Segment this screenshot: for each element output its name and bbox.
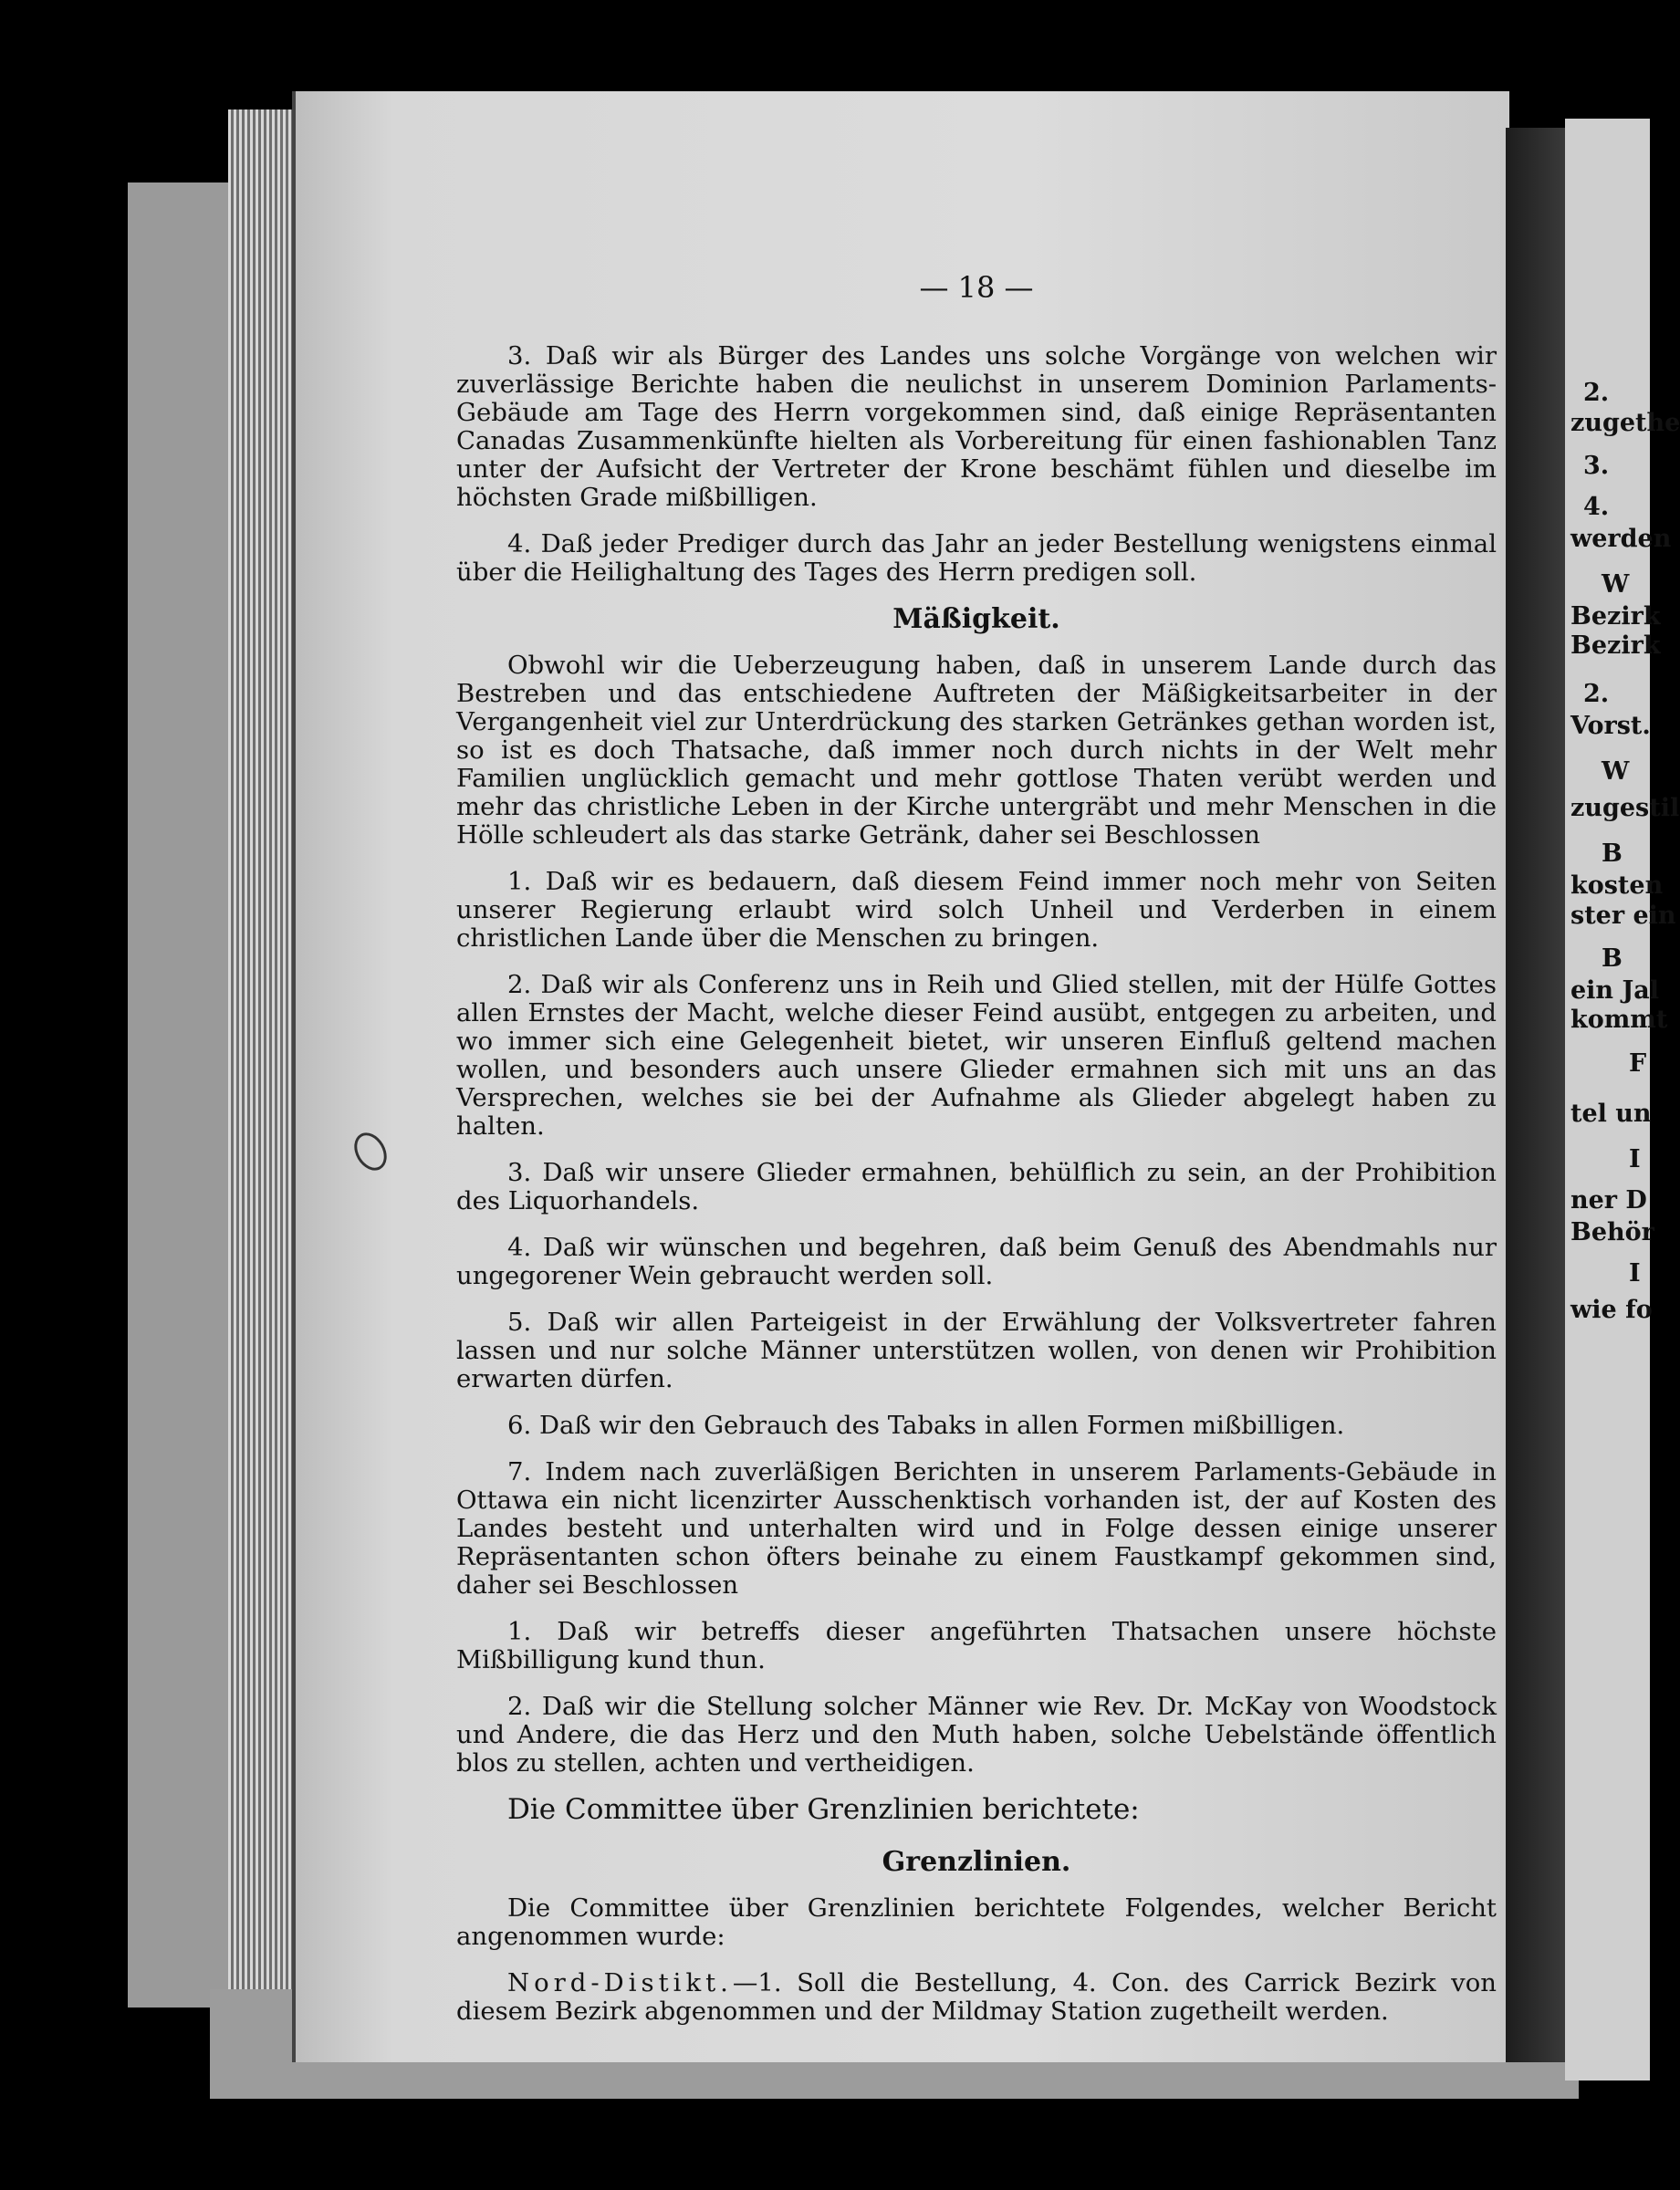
facing-text-fragment: W [1602, 570, 1630, 599]
facing-text-fragment: kommt [1570, 1006, 1668, 1034]
facing-text-fragment: 2. [1583, 680, 1610, 708]
resolution-item: 4. Daß wir wünschen und begehren, daß beim Genuß des Abendmahls nur ungegorener Wein gebraucht werden soll. [456, 1233, 1497, 1290]
intro-paragraph: Obwohl wir die Ueberzeugung haben, daß in unserem Lande durch das Bestreben und das entschiedene Auftreten der Mäßigkeitsarbeiter in der Vergangenheit viel zur Unterdrückung des starken Getränkes gethan worden ist, so ist es doch Thatsache, daß immer noch durch nichts in der Welt mehr Familien unglücklich gemacht und mehr gottlose Thaten verübt werden und mehr das christliche Leben in der Kirche untergräbt und mehr Menschen in die Hölle schleudert als das starke Getränk, daher sei Beschlossen [456, 651, 1497, 850]
committee-report-paragraph: Die Committee über Grenzlinien berichtete Folgendes, welcher Bericht angenommen wurde: [456, 1893, 1497, 1951]
sub-resolution-item: 1. Daß wir betreffs dieser angeführten Thatsachen unsere höchste Mißbilligung kund thun. [456, 1617, 1497, 1674]
resolution-item: 2. Daß wir als Conferenz uns in Reih und Glied stellen, mit der Hülfe Gottes allen Ernstes der Macht, welche dieser Feind ausübt, entgegen zu arbeiten, und wo immer sich eine Gelegenheit bietet, wir unseren Einfluß geltend machen wollen, und besonders auch unsere Glieder ermahnen sich mit uns an das Versprechen, welches sie bei der Aufnahme als Glieder abgelegt haben zu halten. [456, 970, 1497, 1141]
page-text-block [456, 270, 1497, 2044]
facing-text-fragment: Bezirk [1570, 602, 1661, 631]
resolution-item: 3. Daß wir unsere Glieder ermahnen, behülflich zu sein, an der Prohibition des Liquorhandels. [456, 1158, 1497, 1215]
district-paragraph [456, 1969, 1497, 2026]
facing-text-fragment: Vorst. [1570, 712, 1651, 740]
facing-text-fragment: B [1602, 840, 1623, 868]
facing-text-fragment: 4. [1583, 493, 1610, 521]
facing-text-fragment: tel un [1570, 1100, 1652, 1128]
facing-text-fragment: wie fo [1570, 1296, 1653, 1324]
facing-text-fragment: ein Jal [1570, 976, 1659, 1005]
district-text: —1. Soll die Bestellung, 4. Con. des Carrick Bezirk von diesem Bezirk abgenommen und der Mildmay Station zugetheilt werden. [456, 1968, 1497, 2026]
resolution-item: 7. Indem nach zuverläßigen Berichten in unserem Parlaments-Gebäude in Ottawa ein nicht licenzirter Ausschenktisch vorhanden ist, der auf Kosten des Landes besteht und unterhalten wird und in Folge dessen einige unserer Repräsentanten schon öfters beinahe zu einem Faustkampf gekommen sind, daher sei Beschlossen [456, 1457, 1497, 1600]
facing-text-fragment: zugethe [1570, 409, 1680, 437]
facing-text-fragment: I [1629, 1145, 1641, 1173]
facing-text-fragment: kosten [1570, 871, 1664, 900]
facing-text-fragment: Bezirk [1570, 631, 1661, 660]
gutter-shadow [1506, 128, 1570, 2062]
resolution-paragraph: 3. Daß wir als Bürger des Landes uns solche Vorgänge von welchen wir zuverlässige Berichte haben die neulichst in unserem Dominion Parlaments-Gebäude am Tage des Herrn vorgekommen sind, daß einige Repräsentanten Canadas Zusammenkünfte hielten als Vorbereitung für einen fashionablen Tanz unter der Aufsicht der Vertreter der Krone beschämt fühlen und dieselbe im höchsten Grade mißbilligen. [456, 341, 1497, 512]
facing-text-fragment: 3. [1583, 452, 1610, 480]
page-number: — 18 — [919, 270, 1034, 305]
facing-text-fragment: I [1629, 1259, 1641, 1288]
resolution-item: 6. Daß wir den Gebrauch des Tabaks in allen Formen mißbilligen. [507, 1411, 1345, 1440]
resolution-paragraph: 4. Daß jeder Prediger durch das Jahr an jeder Bestellung wenigstens einmal über die Heilighaltung des Tages des Herrn predigen soll. [456, 529, 1497, 587]
facing-text-fragment: W [1602, 757, 1630, 786]
facing-text-fragment: zugestil [1570, 794, 1680, 822]
page-stack-edges [228, 110, 292, 2008]
facing-text-fragment: ster ein [1570, 902, 1676, 930]
sub-resolution-item: 2. Daß wir die Stellung solcher Männer wie Rev. Dr. McKay von Woodstock und Andere, die das Herz und den Muth haben, solche Uebelstände öffentlich blos zu stellen, achten und vertheidigen. [456, 1692, 1497, 1778]
facing-text-fragment: Behör [1570, 1218, 1654, 1246]
section-heading-temperance: Mäßigkeit. [892, 603, 1060, 635]
facing-text-fragment: F [1629, 1049, 1647, 1078]
facing-text-fragment: 2. [1583, 379, 1610, 407]
facing-text-fragment: B [1602, 944, 1623, 973]
section-heading-boundaries: Grenzlinien. [882, 1846, 1071, 1878]
facing-text-fragment: werden [1570, 525, 1672, 553]
district-label: Nord-Distikt. [507, 1968, 733, 1997]
committee-statement: Die Committee über Grenzlinien berichtete: [507, 1793, 1140, 1826]
facing-page [1565, 119, 1680, 2080]
facing-text-fragment: ner D [1570, 1186, 1647, 1215]
resolution-item: 1. Daß wir es bedauern, daß diesem Feind immer noch mehr von Seiten unserer Regierung erlaubt wird solch Unheil und Verderben in einem christlichen Lande über die Menschen zu bringen. [456, 867, 1497, 953]
resolution-item: 5. Daß wir allen Parteigeist in der Erwählung der Volksvertreter fahren lassen und nur solche Männer unterstützen wollen, von denen wir Prohibition erwarten dürfen. [456, 1308, 1497, 1393]
